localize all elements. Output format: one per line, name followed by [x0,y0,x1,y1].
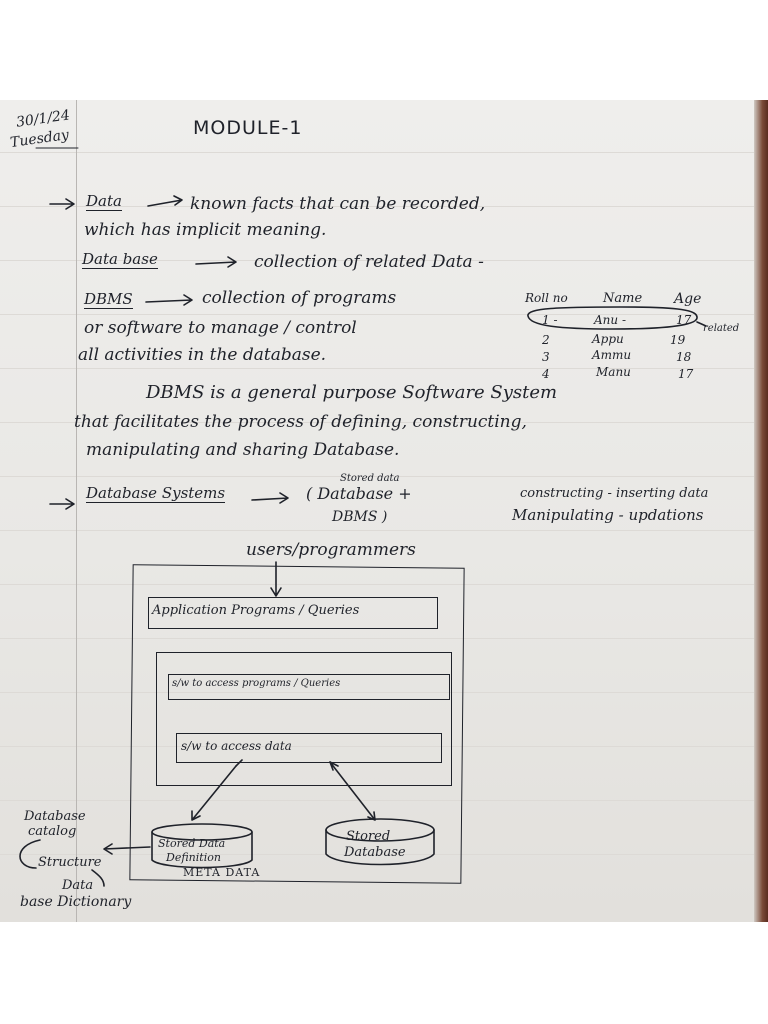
dbms-term: DBMS [84,290,133,308]
side-note-manipulating: Manipulating - updations [512,506,704,524]
dbms-general-line1: DBMS is a general purpose Software System [146,382,558,403]
database-systems-term: Database Systems [86,484,226,502]
users-programmers-label: users/programmers [246,540,416,560]
table-header-age: Age [674,291,702,307]
database-systems-line2: DBMS ) [332,509,388,525]
table-row-oval [528,307,697,329]
page-title: MODULE-1 [193,117,303,139]
catalog-arrow [104,844,150,854]
stored-database-cylinder-body [326,830,434,865]
structure-bracket [20,840,40,868]
margin-arrow [50,199,74,209]
database-catalog-line2: catalog [28,824,77,839]
stored-database-cylinder-top [326,819,434,844]
stored-database-line2: Database [344,845,406,860]
access-arrow-left [192,766,236,820]
dbms-general-line3: manipulating and sharing Database. [86,440,400,460]
table-cell: 17 [678,367,694,381]
dbms-general-line2: that facilitates the process of defining, constructing, [74,412,527,432]
date-line2: Tuesday [9,126,70,152]
dbms-definition-line3: all activities in the database. [78,345,327,365]
access-arrow-right [330,762,375,820]
dbms-arrow [146,295,192,305]
stored-data-definition-line1: Stored Data [158,837,226,850]
database-arrow [196,257,236,267]
dbms-definition-line1: collection of programs [202,288,397,308]
margin-arrow [50,499,74,509]
stored-data-definition-line2: Definition [166,851,221,864]
table-cell: 1 - [542,313,558,327]
date-line1: 30/1/24 [15,107,71,131]
database-systems-arrow [252,493,288,503]
stored-definition-cylinder-top [152,824,252,840]
metadata-label: META DATA [183,866,261,879]
table-header-name: Name [603,291,643,306]
table-cell: 17 [676,313,692,327]
dbms-definition-line2: or software to manage / control [84,318,357,338]
data-dictionary-line1: Data [62,878,94,893]
table-cell: 18 [676,350,692,364]
dictionary-connector [92,870,104,886]
table-cell: Appu [592,332,624,346]
database-term: Data base [82,250,158,268]
database-systems-line1: ( Database + [306,484,412,503]
table-cell: 19 [670,333,686,347]
data-arrow [148,196,182,206]
side-note-constructing: constructing - inserting data [520,486,709,501]
users-arrow [271,562,281,596]
table-header-rollno: Roll no [525,291,568,305]
sw-data-label: s/w to access data [181,739,292,753]
table-cell: 4 [542,367,550,381]
database-catalog-line1: Database [24,809,86,824]
application-programs-label: Application Programs / Queries [152,603,360,618]
table-cell: Anu - [594,313,626,327]
stored-database-line1: Stored [346,829,391,844]
data-dictionary-line2: base Dictionary [20,894,132,910]
table-cell: 3 [542,350,550,364]
stored-data-note: Stored data [340,473,400,484]
data-definition-line1: known facts that can be recorded, [190,194,486,214]
related-label: related [703,323,740,334]
sw-programs-label: s/w to access programs / Queries [172,678,341,689]
related-connector [697,322,706,326]
access-arrow-left-head [236,760,242,766]
table-cell: Manu [596,365,631,379]
database-definition: collection of related Data - [254,252,484,272]
table-cell: 2 [542,333,550,347]
structure-label: Structure [38,855,102,870]
table-cell: Ammu [592,348,632,362]
data-term: Data [86,192,122,210]
data-definition-line2: which has implicit meaning. [84,220,327,240]
